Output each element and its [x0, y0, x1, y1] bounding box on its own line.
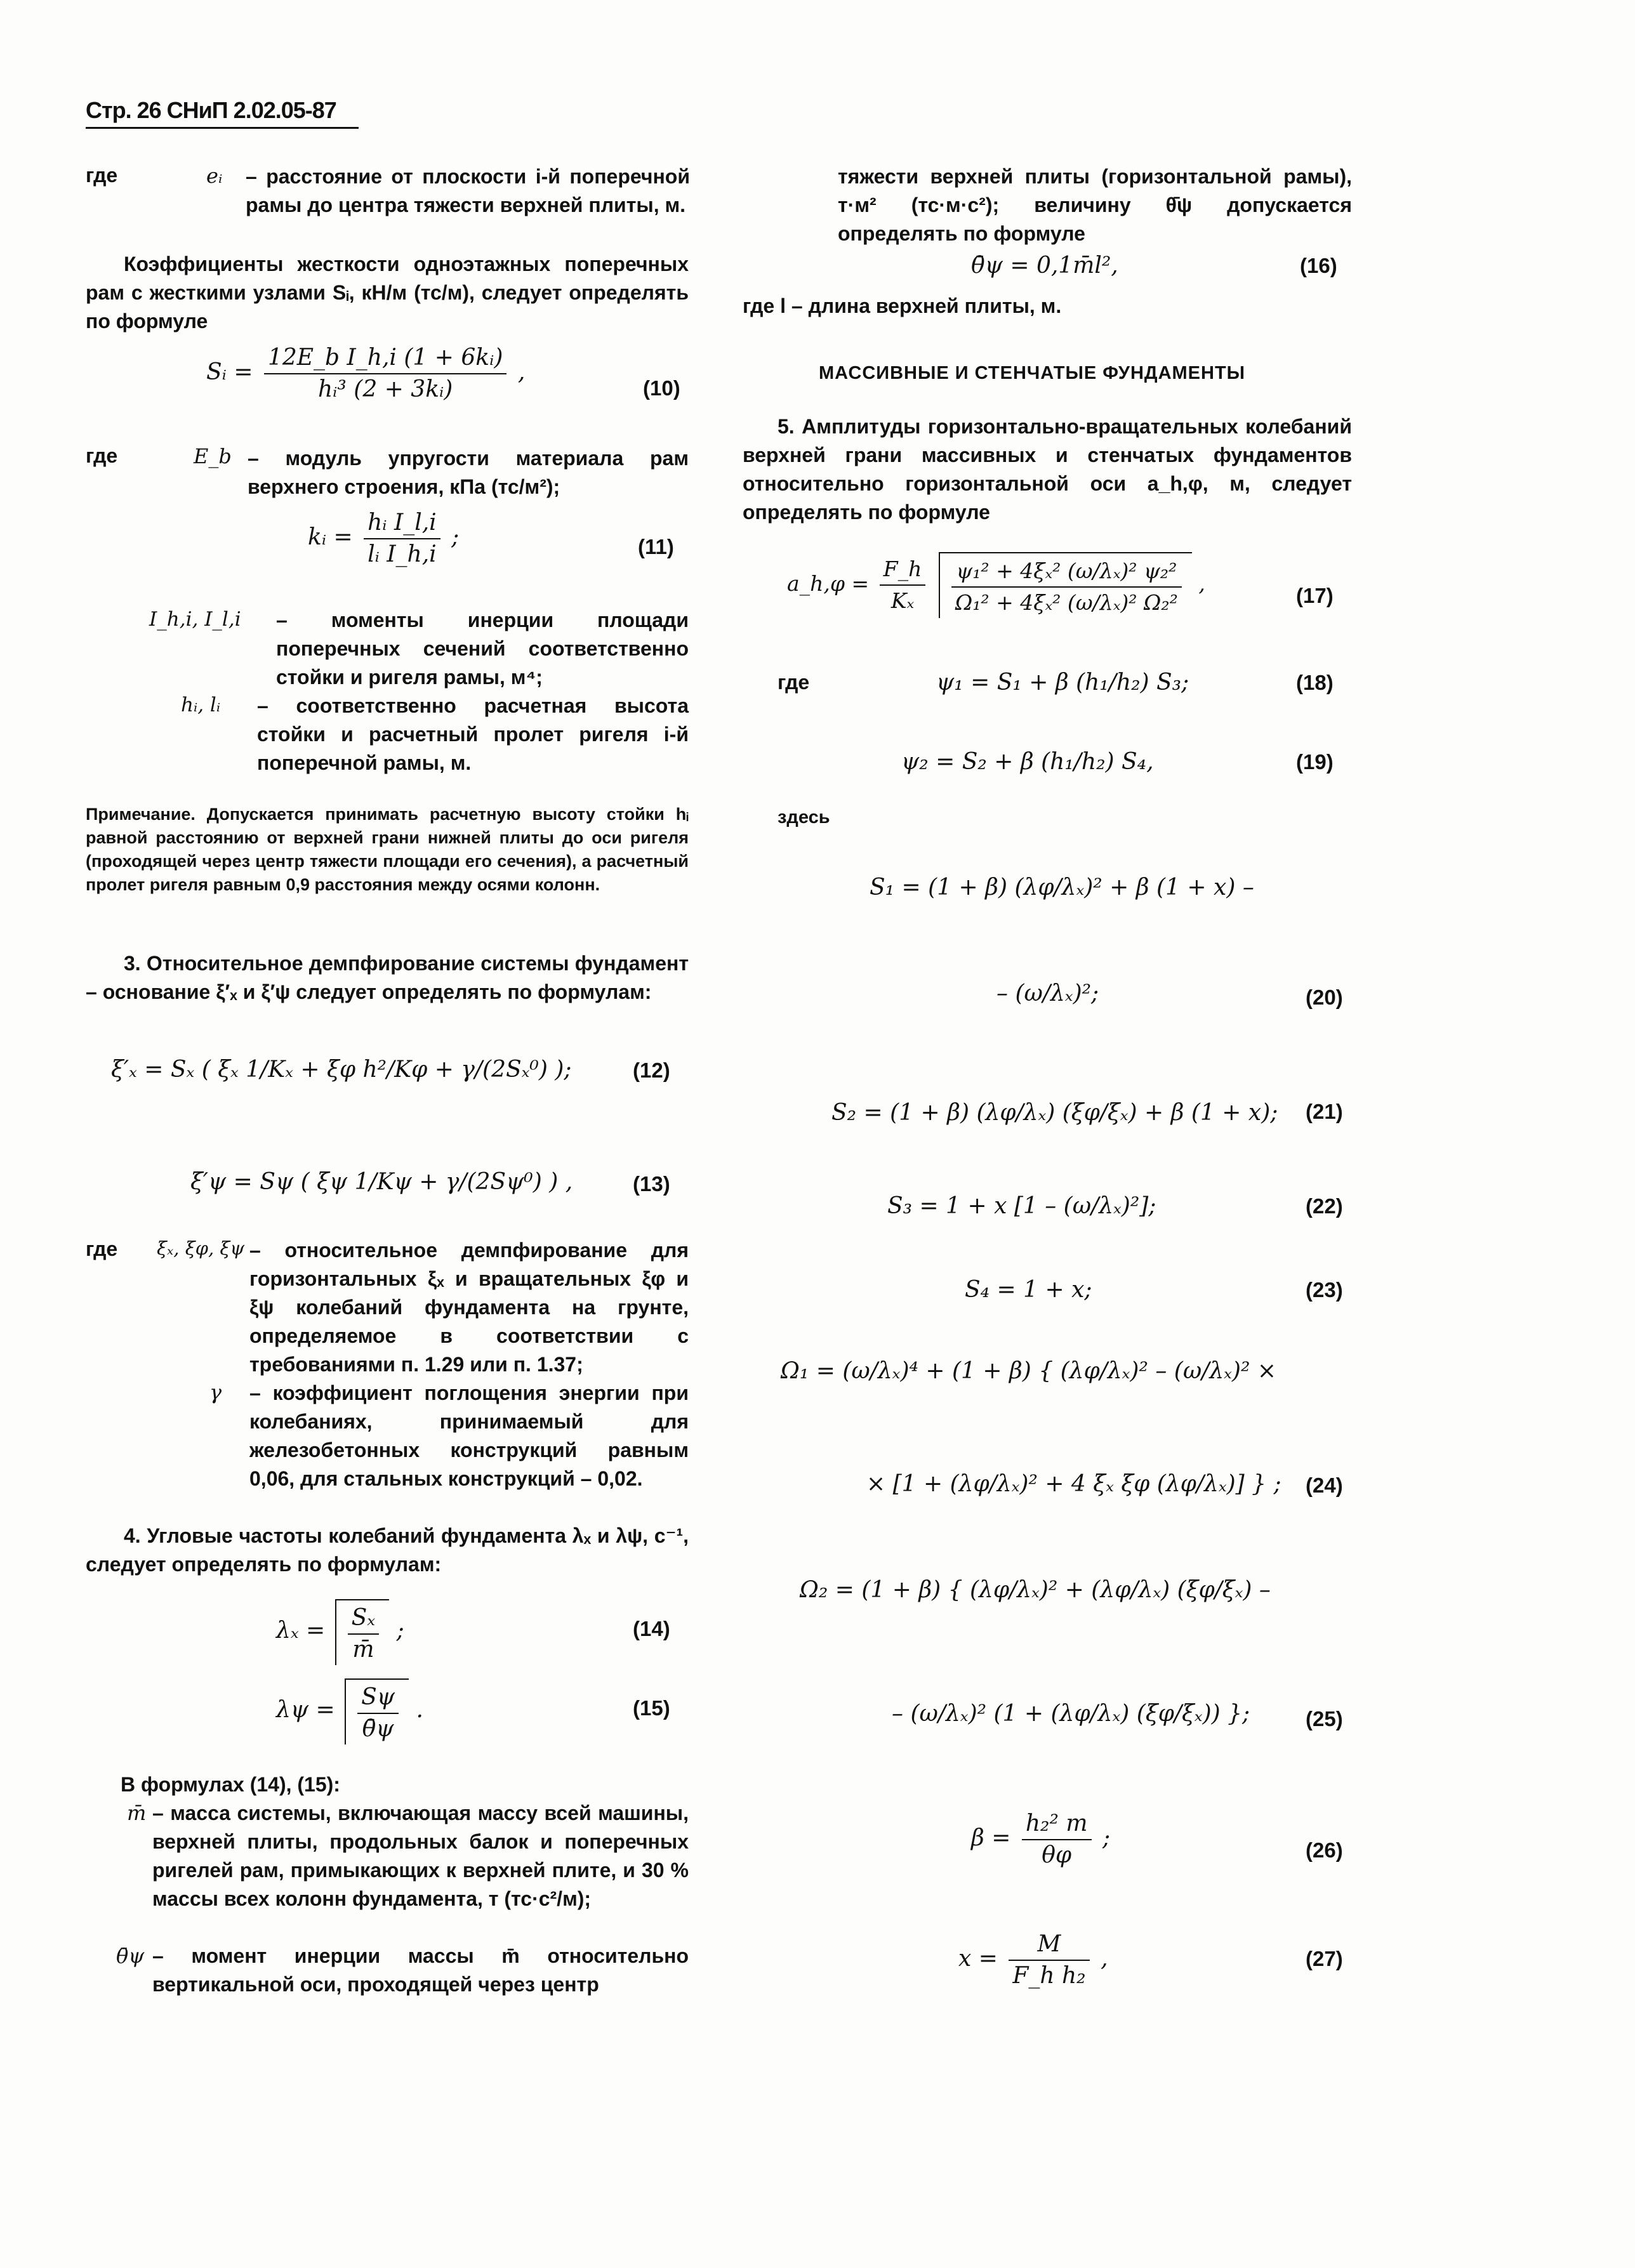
- formula-17-root-denominator: Ω₁² + 4ξₓ² (ω/λₓ)² Ω₂²: [955, 590, 1178, 615]
- formula-11: kᵢ = $\frac{\text{hᵢ I\_l,i}}{\text{lᵢ I\_h,i}}$ ;: [308, 508, 459, 570]
- symbol-e: eᵢ: [206, 164, 223, 188]
- formula-10-lhs: Sᵢ =: [206, 359, 253, 385]
- formula-17-lhs: a_h,φ =: [787, 571, 870, 596]
- equation-number-25: (25): [1306, 1707, 1343, 1731]
- formula-27: [958, 1929, 1108, 1991]
- formula-12: ξ′ₓ = Sₓ ( ξₓ 1/Kₓ + ξφ h²/Kφ + γ/(2Sₓ⁰) );: [111, 1057, 572, 1083]
- formula-26-lhs: β =: [971, 1825, 1011, 1851]
- formula-11-lhs: kᵢ =: [308, 524, 353, 550]
- symbol-gamma: γ: [209, 1380, 222, 1404]
- formula-15-numerator: Sψ: [357, 1682, 399, 1714]
- equation-number-26: (26): [1306, 1838, 1343, 1862]
- formula-27-tail: ,: [1101, 1946, 1108, 1972]
- formula-16: θ̄ψ = 0,1m̄l²,: [971, 253, 1118, 279]
- equation-number-21: (21): [1306, 1100, 1343, 1123]
- page-header: Стр. 26 СНиП 2.02.05-87: [86, 97, 336, 123]
- equation-number-22: (22): [1306, 1194, 1343, 1218]
- where-label-3: где: [86, 1237, 118, 1260]
- equation-number-23: (23): [1306, 1278, 1343, 1302]
- definition-hl: – соответственно расчетная высота стойки и расчетный пролет ригеля i-й поперечной рамы, м.: [257, 694, 689, 774]
- section-heading: МАССИВНЫЕ И СТЕНЧАТЫЕ ФУНДАМЕНТЫ: [819, 363, 1246, 383]
- formula-14-tail: ;: [396, 1618, 404, 1644]
- equation-number-13: (13): [633, 1172, 670, 1196]
- formula-15-root: [345, 1678, 409, 1744]
- equation-number-24: (24): [1306, 1474, 1343, 1497]
- definition-m: – масса системы, включающая массу всей машины, верхней плиты, продольных балок и поперечных ригелей рам, примыкающих к верхней плите, и 30 % массы всех колонн фундамента, т (тс·с²/м);: [152, 1802, 689, 1910]
- formula-15-tail: .: [416, 1697, 423, 1723]
- definition-xi: – относительное демпфирование для горизонтальных ξₓ и вращательных ξφ и ξψ колебаний фундамента на грунте, определяемое в соответствии с требованиями п. 1.29 или п. 1.37;: [249, 1239, 689, 1376]
- formula-24-line-1: Ω₁ = (ω/λₓ)⁴ + (1 + β) { (λφ/λₓ)² – (ω/λₓ)² ×: [781, 1358, 1276, 1384]
- formula-25-line-1: Ω₂ = (1 + β) { (λφ/λₓ)² + (λφ/λₓ) (ξφ/ξₓ) –: [800, 1577, 1271, 1603]
- equation-number-16: (16): [1300, 254, 1337, 277]
- paragraph-4: 4. Угловые частоты колебаний фундамента λₓ и λψ, с⁻¹, следует определять по формулам:: [86, 1524, 689, 1576]
- formula-17: [787, 552, 1205, 618]
- formula-26-denominator: θφ: [1042, 1842, 1072, 1868]
- formula-17-root-fraction: [951, 556, 1182, 618]
- symbol-m: m̄: [127, 1801, 147, 1825]
- formula-13: ξ′ψ = Sψ ( ξψ 1/Kψ + γ/(2Sψ⁰) ) ,: [190, 1169, 573, 1195]
- formula-10-fraction: [264, 343, 506, 405]
- formula-24-line-2: × [1 + (λφ/λₓ)² + 4 ξₓ ξφ (λφ/λₓ)] } ;: [866, 1471, 1281, 1497]
- paragraph-stiffness: Коэффициенты жесткости одноэтажных поперечных рам с жесткими узлами Sᵢ, кН/м (тс/м), следует определять по формуле: [86, 253, 689, 333]
- formula-17-numerator: F_h: [880, 554, 926, 586]
- formula-15: [276, 1678, 423, 1744]
- formula-10: Sᵢ = $\frac{\text{12E\_b I\_h,i (1 + 6kᵢ)}}{\text{hᵢ³ (2 + 3kᵢ)}}$ ,: [206, 343, 525, 405]
- formula-15-fraction: [357, 1682, 399, 1744]
- definition-eb: – модуль упругости материала рам верхнего строения, кПа (тс/м²);: [248, 447, 689, 498]
- formula-11-denominator: lᵢ I_h,i: [367, 541, 437, 567]
- equation-number-20: (20): [1306, 986, 1343, 1009]
- formula-20-line-1: S₁ = (1 + β) (λφ/λₓ)² + β (1 + x) –: [870, 874, 1254, 900]
- paragraph-amplitude: 5. Амплитуды горизонтально-вращательных колебаний верхней грани массивных и стенчатых фундаментов относительно горизонтальной оси a_h,φ, м, следует определять по формуле: [743, 415, 1352, 524]
- formula-17-root-numerator: ψ₁² + 4ξₓ² (ω/λₓ)² ψ₂²: [951, 556, 1182, 588]
- formula-21: S₂ = (1 + β) (λφ/λₓ) (ξφ/ξₓ) + β (1 + x);: [831, 1100, 1278, 1126]
- formula-26-tail: ;: [1102, 1825, 1111, 1851]
- where-label: где: [86, 164, 118, 187]
- formula-23: S₄ = 1 + x;: [965, 1277, 1092, 1303]
- note: Примечание. Допускается принимать расчетную высоту стойки hᵢ равной расстоянию от верхней грани нижней плиты до оси ригеля (проходящей через центр тяжести площади его сечения), а расчетный пролет ригеля равным 0,9 расстояния между осями колонн.: [86, 805, 689, 894]
- symbol-xi: ξₓ, ξφ, ξψ: [157, 1237, 245, 1259]
- formula-17-tail: ,: [1198, 571, 1205, 596]
- definition-e: – расстояние от плоскости i-й поперечной рамы до центра тяжести верхней плиты, м.: [246, 165, 690, 216]
- equation-number-27: (27): [1306, 1947, 1343, 1970]
- here-label: здесь: [778, 807, 830, 827]
- equation-number-17: (17): [1296, 584, 1334, 607]
- formula-15-lhs: λψ =: [276, 1697, 335, 1723]
- equation-number-14: (14): [633, 1617, 670, 1640]
- formula-14-denominator: m̄: [352, 1637, 374, 1663]
- formula-14-fraction: [348, 1603, 379, 1665]
- formula-18: ψ₁ = S₁ + β (h₁/h₂) S₃;: [936, 669, 1189, 696]
- symbol-theta: θ̄ψ: [116, 1944, 145, 1968]
- formula-15-denominator: θ̄ψ: [362, 1716, 394, 1742]
- equation-number-10: (10): [643, 376, 680, 400]
- formula-17-denominator: Kₓ: [890, 588, 915, 613]
- formula-11-fraction: [364, 508, 440, 570]
- formula-26-numerator: h₂² m: [1022, 1809, 1092, 1840]
- where-label-4: где: [778, 671, 810, 694]
- formula-26-fraction: [1022, 1809, 1092, 1871]
- formula-11-numerator: hᵢ I_l,i: [364, 508, 440, 539]
- definition-inertia: – моменты инерции площади поперечных сечений соответственно стойки и ригеля рамы, м⁴;: [276, 609, 689, 689]
- header-rule: [86, 127, 359, 129]
- paragraph-3: 3. Относительное демпфирование системы фундамент – основание ξ′ₓ и ξ′ψ следует определять по формулам:: [86, 952, 689, 1003]
- paragraph-length: где l – длина верхней плиты, м.: [743, 294, 1062, 317]
- formula-20-line-2: – (ω/λₓ)²;: [996, 980, 1099, 1006]
- paragraph-5: В формулах (14), (15):: [121, 1773, 340, 1796]
- formula-27-numerator: M: [1009, 1929, 1089, 1961]
- formula-14-numerator: Sₓ: [348, 1603, 379, 1635]
- symbol-hl: hᵢ, lᵢ: [181, 694, 221, 716]
- formula-19: ψ₂ = S₂ + β (h₁/h₂) S₄,: [901, 749, 1154, 775]
- formula-17-fraction: [880, 554, 926, 616]
- formula-27-denominator: F_h h₂: [1012, 1963, 1086, 1989]
- formula-10-denominator: hᵢ³ (2 + 3kᵢ): [318, 376, 453, 402]
- equation-number-11: (11): [638, 535, 674, 558]
- formula-14: [276, 1599, 404, 1665]
- equation-number-19: (19): [1296, 750, 1334, 774]
- where-label-2: где: [86, 444, 118, 467]
- paragraph-theta-cont: тяжести верхней плиты (горизонтальной рамы), т·м² (тс·м·с²); величину θ̄ψ допускается определять по формуле: [838, 165, 1352, 245]
- formula-27-fraction: [1009, 1929, 1089, 1991]
- formula-10-numerator: 12E_b I_h,i (1 + 6kᵢ): [264, 343, 506, 374]
- symbol-eb: E_b: [194, 444, 232, 468]
- formula-26: [971, 1809, 1110, 1871]
- formula-17-root: [939, 552, 1192, 618]
- formula-14-root: [335, 1599, 389, 1665]
- formula-27-lhs: x =: [958, 1946, 998, 1972]
- formula-14-lhs: λₓ =: [276, 1618, 326, 1644]
- equation-number-12: (12): [633, 1058, 670, 1082]
- definition-theta: – момент инерции массы m̄ относительно вертикальной оси, проходящей через центр: [152, 1944, 689, 1996]
- definition-gamma: – коэффициент поглощения энергии при колебаниях, принимаемый для железобетонных конструкций равным 0,06, для стальных конструкций – 0,02.: [249, 1381, 689, 1490]
- equation-number-15: (15): [633, 1696, 670, 1720]
- symbol-inertia: I_h,i, I_l,i: [149, 608, 241, 631]
- equation-number-18: (18): [1296, 671, 1334, 694]
- formula-22: S₃ = 1 + x [1 – (ω/λₓ)²];: [887, 1193, 1156, 1219]
- formula-25-line-2: – (ω/λₓ)² (1 + (λφ/λₓ) (ξφ/ξₓ)) };: [892, 1701, 1250, 1727]
